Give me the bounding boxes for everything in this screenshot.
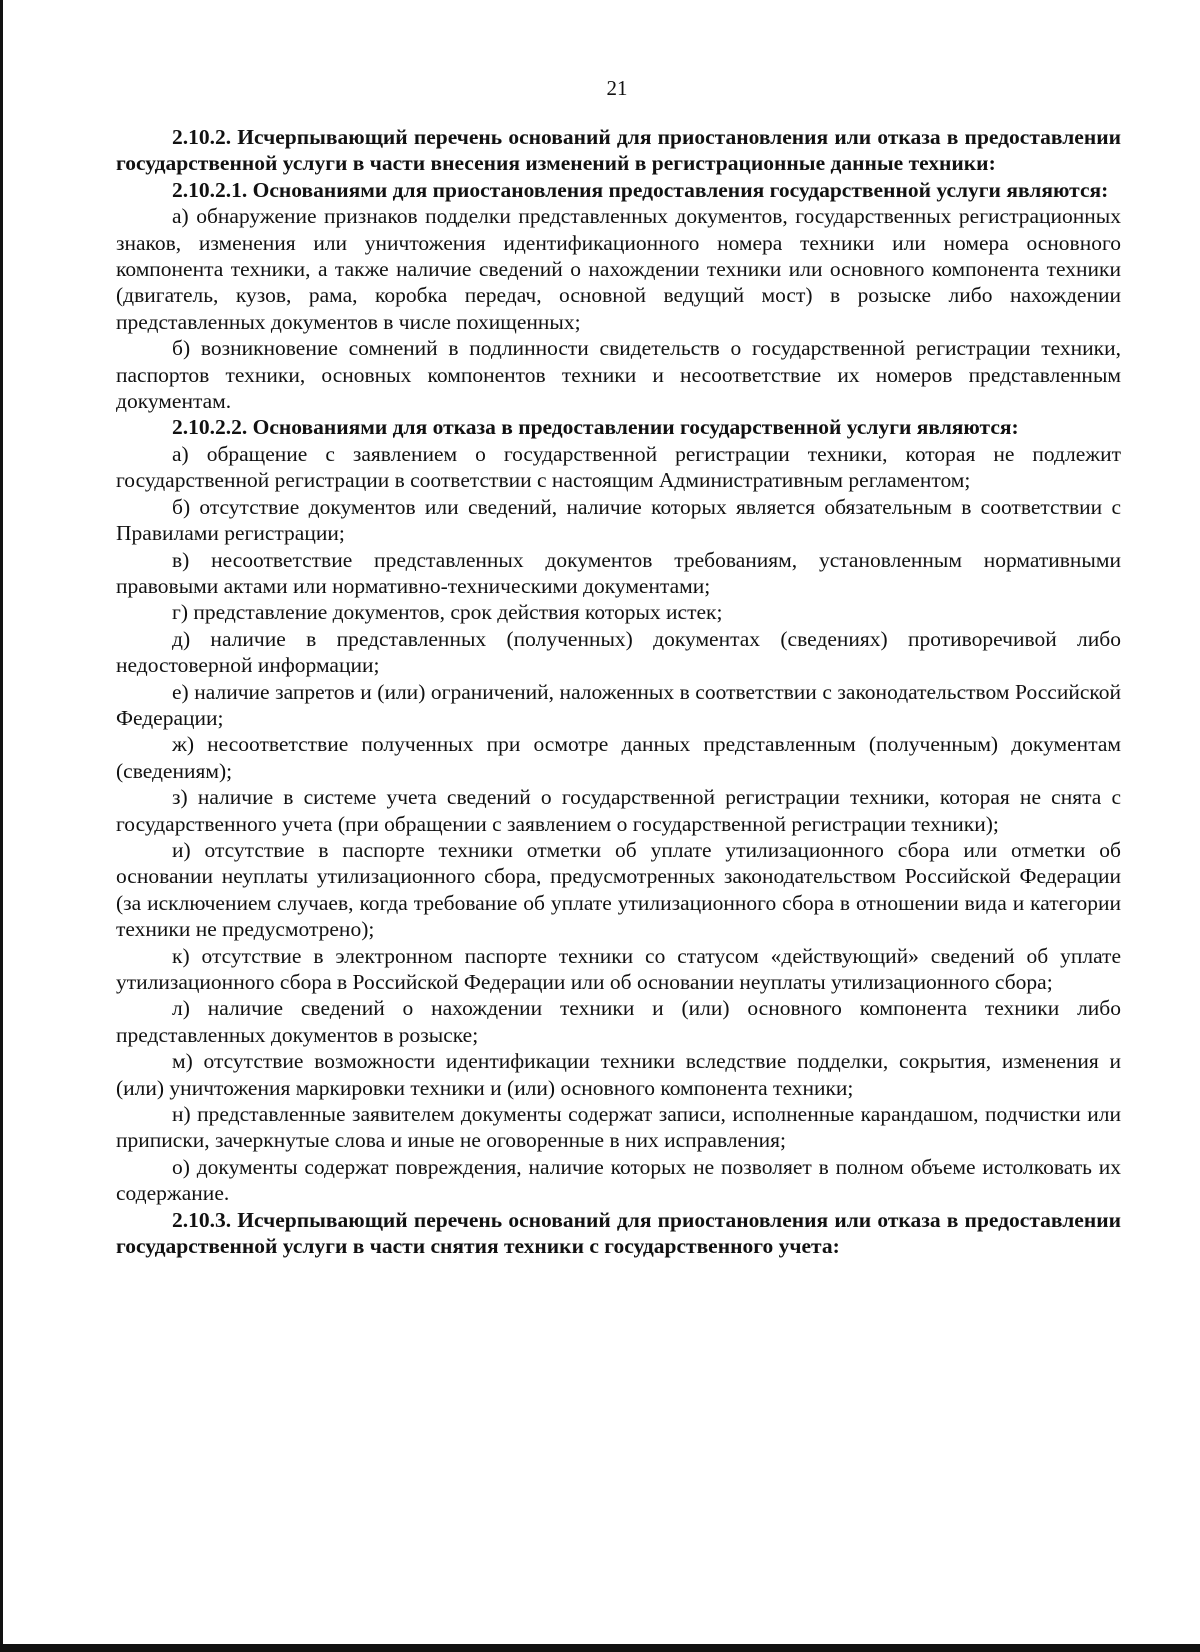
subsection-heading-2-10-2-1: 2.10.2.1. Основаниями для приостановления предоставления государственной услуги являются: <box>172 177 1109 202</box>
page-number: 21 <box>606 76 628 100</box>
list-item-v-refusal: в) несоответствие представленных документов требованиям, установленным нормативными правовыми актами или нормативно-техническими документами; <box>116 547 1121 598</box>
scan-edge-bottom <box>0 1644 1200 1652</box>
list-item-b-refusal: б) отсутствие документов или сведений, наличие которых является обязательным в соответствии с Правилами регистрации; <box>116 494 1121 546</box>
list-item-g-refusal: г) представление документов, срок действия которых истек; <box>172 600 723 625</box>
list-item-i-refusal: и) отсутствие в паспорте техники отметки об уплате утилизационного сбора или отметки об основании неуплаты утилизационного сбора, предусмотренных законодательством Российской Федерации (за исключением случаев, когда требование об уплате утилизационного сбора в отношении вида и категории техники не предусмотрено); <box>116 837 1121 942</box>
list-item-d-refusal: д) наличие в представленных (полученных) документах (сведениях) противоречивой либо недостоверной информации; <box>116 626 1121 678</box>
list-item-b-suspension: б) возникновение сомнений в подлинности свидетельств о государственной регистрации техники, паспортов техники, основных компонентов техники и несоответствие их номеров представленным документам. <box>116 336 1121 414</box>
section-heading-2-10-3: 2.10.3. Исчерпывающий перечень оснований для приостановления или отказа в предоставлении государственной услуги в части снятия техники с государственного учета: <box>116 1207 1121 1259</box>
subsection-heading-2-10-2-2: 2.10.2.2. Основаниями для отказа в предоставлении государственной услуги являются: <box>172 415 1019 440</box>
list-item-zh-refusal: ж) несоответствие полученных при осмотре данных представленным (полученным) документам (сведениям); <box>116 732 1121 783</box>
list-item-e-refusal: е) наличие запретов и (или) ограничений, наложенных в соответствии с законодательством Российской Федерации; <box>116 679 1121 730</box>
list-item-z-refusal: з) наличие в системе учета сведений о государственной регистрации техники, которая не снята с государственного учета (при обращении с заявлением о государственной регистрации техники); <box>116 785 1121 836</box>
list-item-k-refusal: к) отсутствие в электронном паспорте техники со статусом «действующий» сведений об уплате утилизационного сбора в Российской Федерации или об основании неуплаты утилизационного сбора; <box>116 943 1121 994</box>
list-item-a-refusal: а) обращение с заявлением о государственной регистрации техники, которая не подлежит государственной регистрации в соответствии с настоящим Административным регламентом; <box>116 441 1121 493</box>
document-body <box>116 124 1121 1259</box>
list-item-m-refusal: м) отсутствие возможности идентификации техники вследствие подделки, сокрытия, изменения и (или) уничтожения маркировки техники и (или) основного компонента техники; <box>116 1049 1121 1100</box>
list-item-a-suspension: а) обнаружение признаков подделки представленных документов, государственных регистрационных знаков, изменения или уничтожения идентификационного номера техники или номера основного компонента техники, а также наличие сведений о нахождении техники или основного компонента техники (двигатель, кузов, рама, коробка передач, основной ведущий мост) в розыске либо нахождении представленных документов в числе похищенных; <box>116 204 1121 334</box>
list-item-l-refusal: л) наличие сведений о нахождении техники и (или) основного компонента техники либо представленных документов в розыске; <box>116 996 1121 1047</box>
scan-edge-left <box>0 0 3 1652</box>
section-heading-2-10-2: 2.10.2. Исчерпывающий перечень оснований для приостановления или отказа в предоставлении государственной услуги в части внесения изменений в регистрационные данные техники: <box>116 125 1121 176</box>
list-item-n-refusal: н) представленные заявителем документы содержат записи, исполненные карандашом, подчистки или приписки, зачеркнутые слова и иные не оговоренные в них исправления; <box>116 1102 1121 1153</box>
list-item-o-refusal: о) документы содержат повреждения, наличие которых не позволяет в полном объеме истолковать их содержание. <box>116 1154 1121 1206</box>
